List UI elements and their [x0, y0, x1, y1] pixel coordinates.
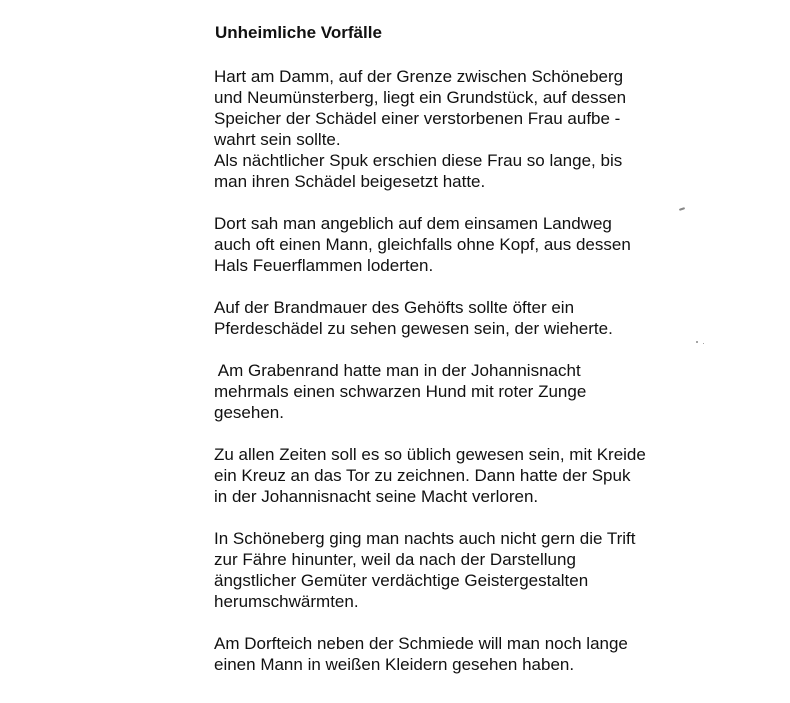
text-line: mehrmals einen schwarzen Hund mit roter Zunge — [214, 382, 587, 401]
text-line: Als nächtlicher Spuk erschien diese Frau so lange, bis — [214, 151, 623, 170]
text-line: man ihren Schädel beigesetzt hatte. — [214, 172, 486, 191]
paragraph-5 — [214, 444, 646, 507]
text-line: Auf der Brandmauer des Gehöfts sollte öfter ein — [214, 298, 575, 317]
scan-speck — [679, 207, 685, 211]
text-line: wahrt sein sollte. — [214, 130, 341, 149]
paragraph-3 — [214, 297, 613, 339]
text-line: Zu allen Zeiten soll es so üblich gewesen sein, mit Kreide — [214, 445, 646, 464]
text-line: Am Dorfteich neben der Schmiede will man noch lange — [214, 634, 628, 653]
text-line: Pferdeschädel zu sehen gewesen sein, der wieherte. — [214, 319, 613, 338]
paragraph-4 — [214, 360, 586, 423]
scan-speck — [703, 343, 704, 344]
text-line: in der Johannisnacht seine Macht verloren. — [214, 487, 539, 506]
text-line: Dort sah man angeblich auf dem einsamen Landweg — [214, 214, 612, 233]
text-line: Speicher der Schädel einer verstorbenen Frau aufbe - — [214, 109, 621, 128]
text-line: Hals Feuerflammen loderten. — [214, 256, 434, 275]
text-line: In Schöneberg ging man nachts auch nicht gern die Trift — [214, 529, 636, 548]
paragraph-2 — [214, 213, 631, 276]
paragraph-1 — [214, 66, 626, 192]
text-line: zur Fähre hinunter, weil da nach der Darstellung — [214, 550, 576, 569]
paragraph-6 — [214, 528, 635, 612]
paragraph-7 — [214, 633, 628, 675]
text-line: auch oft einen Mann, gleichfalls ohne Kopf, aus dessen — [214, 235, 631, 254]
text-line: gesehen. — [214, 403, 284, 422]
text-line: herumschwärmten. — [214, 592, 359, 611]
text-line: Hart am Damm, auf der Grenze zwischen Schöneberg — [214, 67, 624, 86]
text-line: ein Kreuz an das Tor zu zeichnen. Dann hatte der Spuk — [214, 466, 631, 485]
text-line: ängstlicher Gemüter verdächtige Geistergestalten — [214, 571, 589, 590]
scan-speck — [696, 341, 698, 343]
text-line: einen Mann in weißen Kleidern gesehen haben. — [214, 655, 575, 674]
text-line: und Neumünsterberg, liegt ein Grundstück, auf dessen — [214, 88, 627, 107]
text-line: Am Grabenrand hatte man in der Johannisnacht — [214, 361, 581, 380]
document-title: Unheimliche Vorfälle — [215, 23, 382, 42]
